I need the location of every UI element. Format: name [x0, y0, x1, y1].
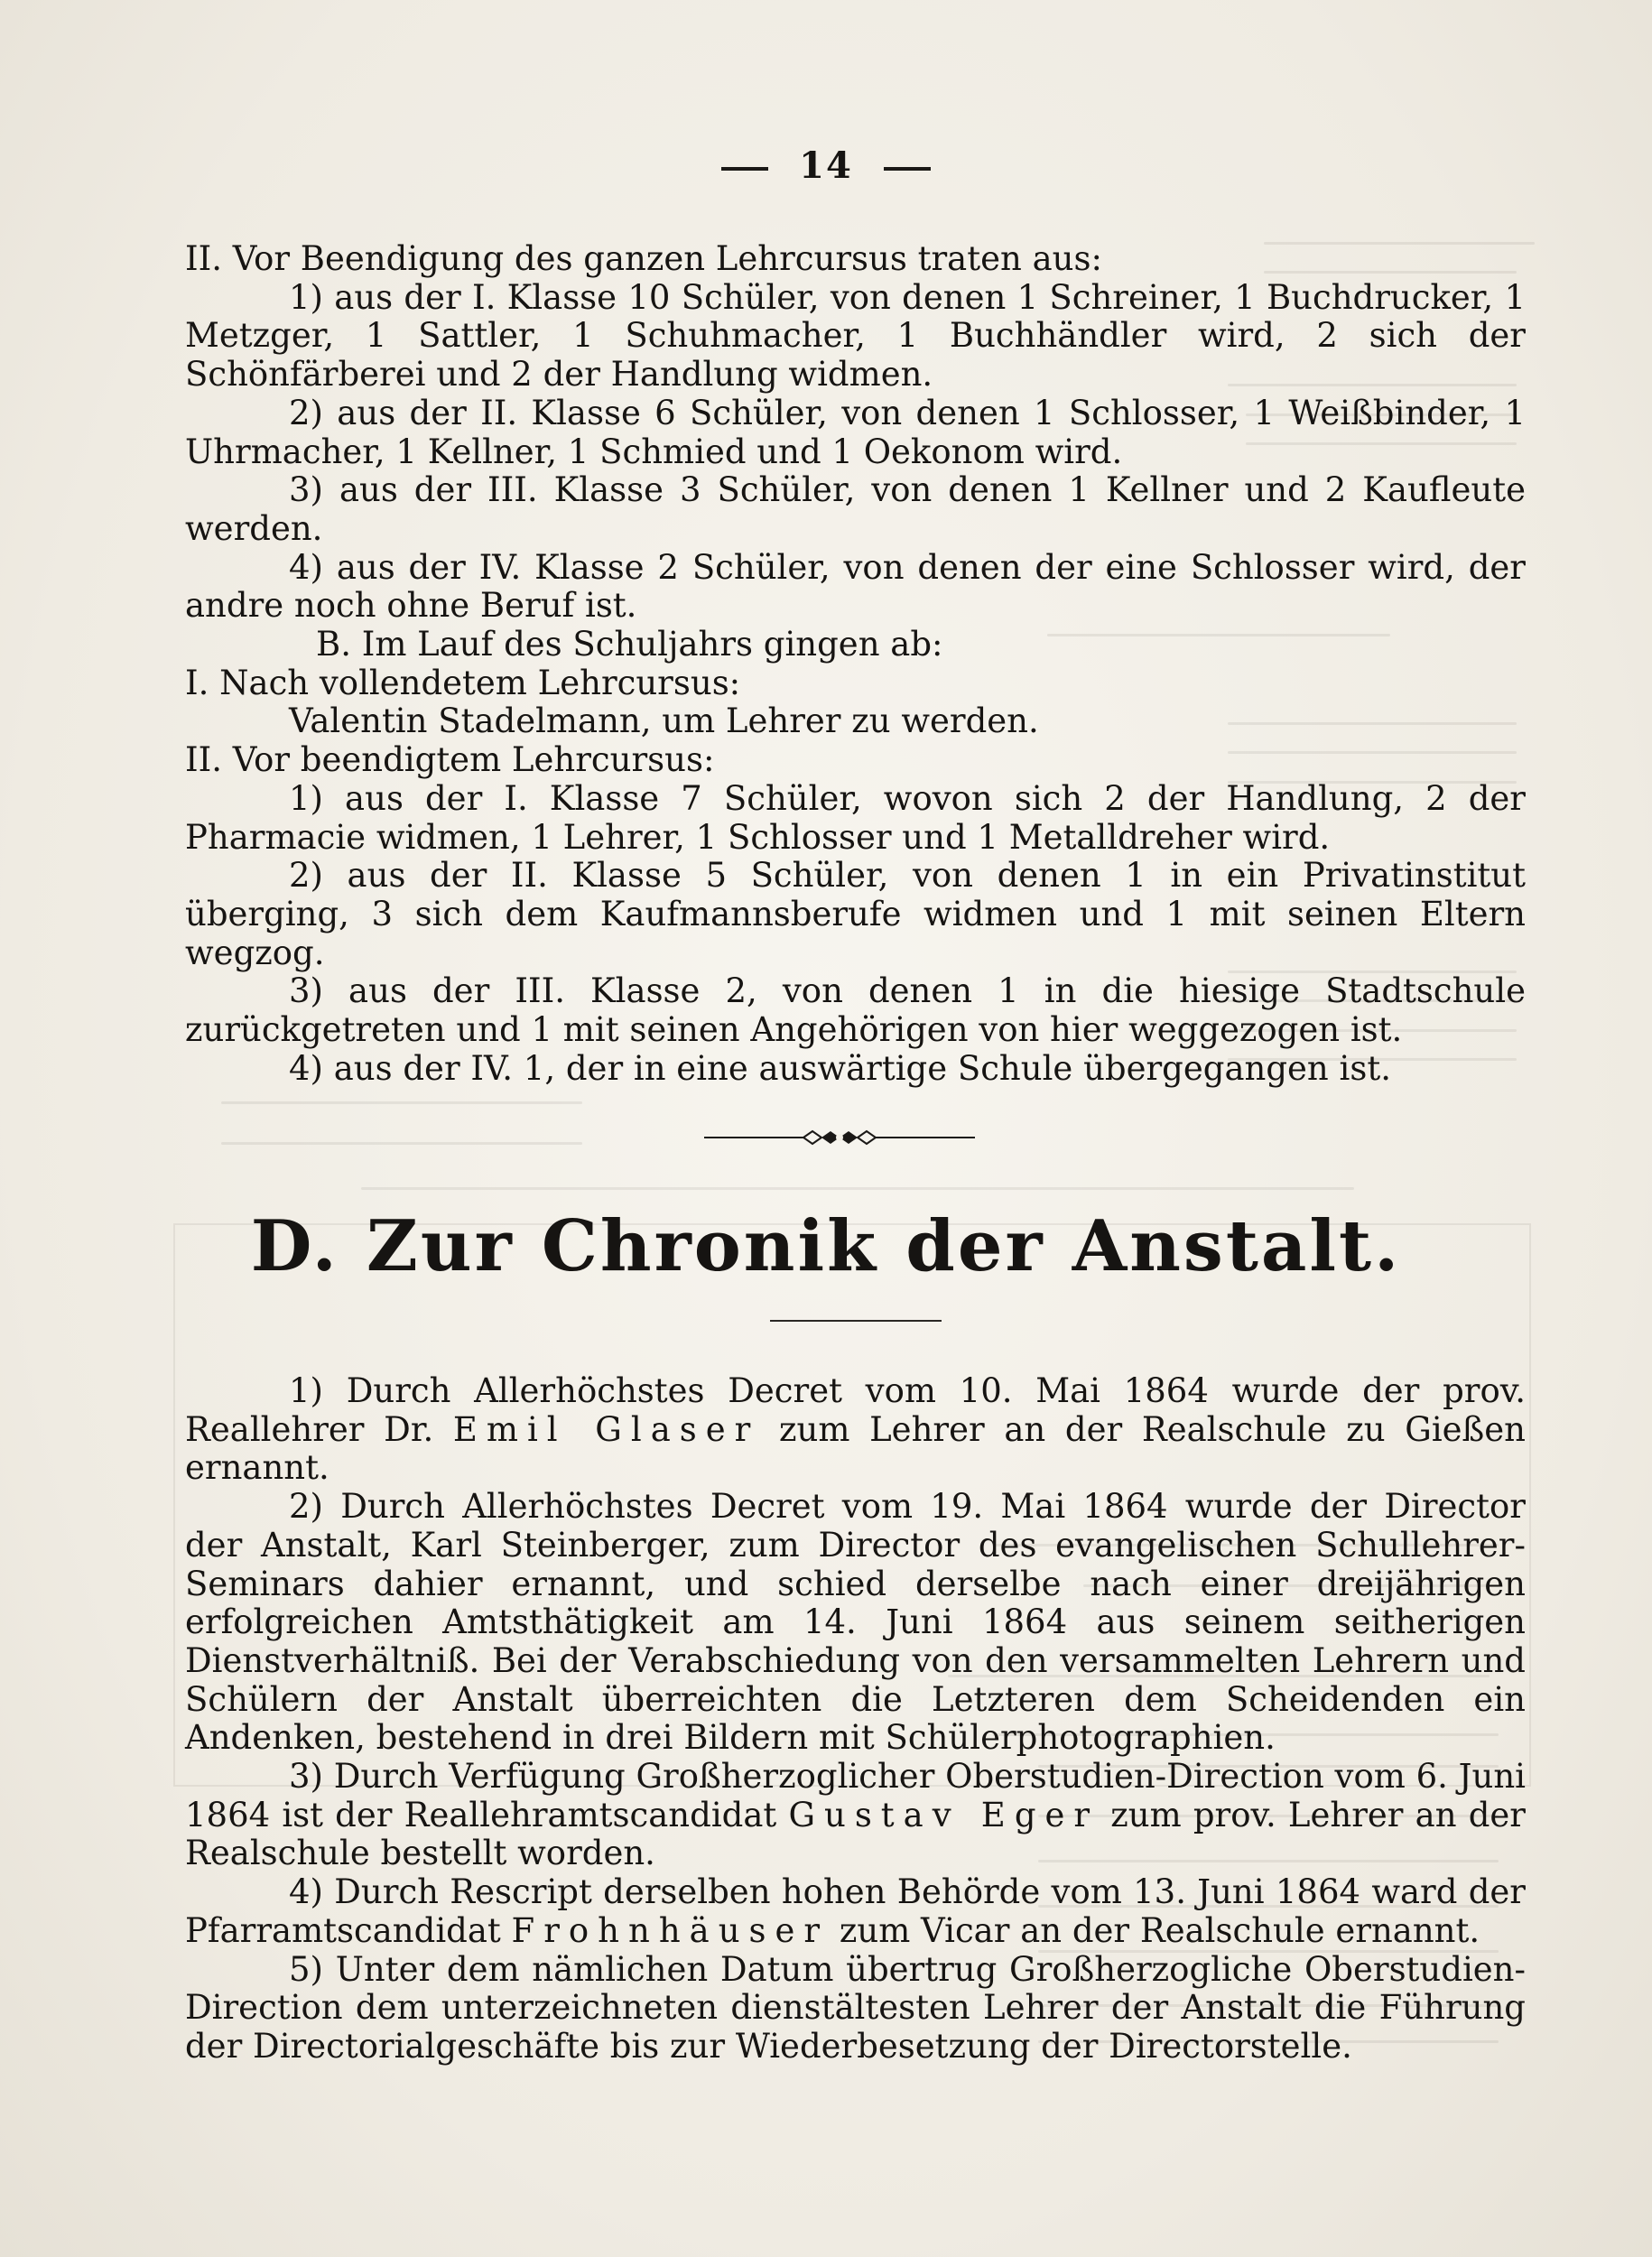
page-number: [0, 144, 1652, 187]
text-line: Valentin Stadelmann, um Lehrer zu werden.: [289, 701, 1039, 741]
ornament-divider-icon: [704, 1124, 975, 1151]
paragraph: 3) aus der III. Klasse 2, von denen 1 in die hiesige Stadtschule zurückgetreten und 1 mit seinen Angehörigen von hier weggezogen ist.: [185, 971, 1526, 1050]
text-run: zum Vicar an der Realschule ernannt.: [829, 1910, 1480, 1950]
person-name: Frohnhäuser: [511, 1910, 830, 1950]
section-departures: [185, 240, 1526, 1088]
paragraph: [185, 1758, 1526, 1873]
paragraph: [185, 1873, 1526, 1950]
paragraph: [185, 1372, 1526, 1488]
page-number-dash-right: [884, 167, 931, 171]
subsection-heading: B. Im Lauf des Schuljahrs gingen ab:: [316, 625, 943, 664]
section-title: D. Zur Chronik der Anstalt.: [250, 1205, 1402, 1287]
section-chronicle: [185, 1372, 1526, 2067]
text-run: 1) Durch Allerhöchstes Decret vom 10. Mai 1864 wurde der prov. Reallehrer Dr.: [185, 1371, 1526, 1449]
paragraph: 2) Durch Allerhöchstes Decret vom 19. Mai 1864 wurde der Director der Anstalt, Karl Steinberger, zum Director des evangelischen Schullehrer-Seminars dahier ernannt, und schied derselbe nach einer dreijährigen erfolgreichen Amtsthätigkeit am 14. Juni 1864 aus seinem seitherigen Dienstverhältniß. Bei der Verabschiedung von den versammelten Lehrern und Schülern der Anstalt überreichten die Letzteren dem Scheidenden ein Andenken, bestehend in drei Bildern mit Schülerphotographien.: [185, 1487, 1526, 1758]
person-name: Gustav Eger: [788, 1795, 1100, 1834]
text-run: zum Lehrer an der Realschule zu Gießen ernannt.: [185, 1409, 1526, 1488]
page-number-dash-left: [721, 167, 768, 171]
text-run: zum prov. Lehrer an der Realschule bestellt worden.: [185, 1795, 1526, 1873]
text-run: 4) Durch Rescript derselben hohen Behörde vom 13. Juni 1864 ward der Pfarramtscandidat: [185, 1872, 1526, 1950]
paragraph: 4) aus der IV. Klasse 2 Schüler, von denen der eine Schlosser wird, der andre noch ohne Beruf ist.: [185, 547, 1526, 626]
person-name: Emil Glaser: [452, 1409, 760, 1449]
paragraph: 1) aus der I. Klasse 10 Schüler, von denen 1 Schreiner, 1 Buchdrucker, 1 Metzger, 1 Sattler, 1 Schuhmacher, 1 Buchhändler wird, 2 sich der Schönfärberei und 2 der Handlung widmen.: [185, 277, 1526, 395]
paragraph: 2) aus der II. Klasse 5 Schüler, von denen 1 in ein Privatinstitut überging, 3 sich dem Kaufmannsberufe widmen und 1 mit seinen Eltern wegzog.: [185, 856, 1526, 972]
text-line: I. Nach vollendetem Lehrcursus:: [185, 663, 741, 702]
page-number-value: 14: [799, 144, 853, 187]
paragraph: 5) Unter dem nämlichen Datum übertrug Großherzogliche Oberstudien-Direction dem unterzeichneten dienstältesten Lehrer der Anstalt die Führung der Directorialgeschäfte bis zur Wiederbesetzung der Directorstelle.: [185, 1949, 1526, 2066]
text-line: II. Vor Beendigung des ganzen Lehrcursus traten aus:: [185, 239, 1102, 278]
text-run: 3) Durch Verfügung Großherzoglicher Oberstudien-Direction vom 6. Juni 1864 ist der Reallehramtscandidat: [185, 1757, 1526, 1834]
paragraph: 1) aus der I. Klasse 7 Schüler, wovon sich 2 der Handlung, 2 der Pharmacie widmen, 1 Lehrer, 1 Schlosser und 1 Metalldreher wird.: [185, 778, 1526, 857]
text-line: II. Vor beendigtem Lehrcursus:: [185, 740, 715, 780]
paragraph: 2) aus der II. Klasse 6 Schüler, von denen 1 Schlosser, 1 Weißbinder, 1 Uhrmacher, 1 Kellner, 1 Schmied und 1 Oekonom wird.: [185, 393, 1526, 471]
title-rule: [770, 1320, 942, 1322]
paragraph: 4) aus der IV. 1, der in eine auswärtige Schule übergegangen ist.: [289, 1048, 1391, 1088]
paragraph: 3) aus der III. Klasse 3 Schüler, von denen 1 Kellner und 2 Kaufleute werden.: [185, 470, 1526, 548]
